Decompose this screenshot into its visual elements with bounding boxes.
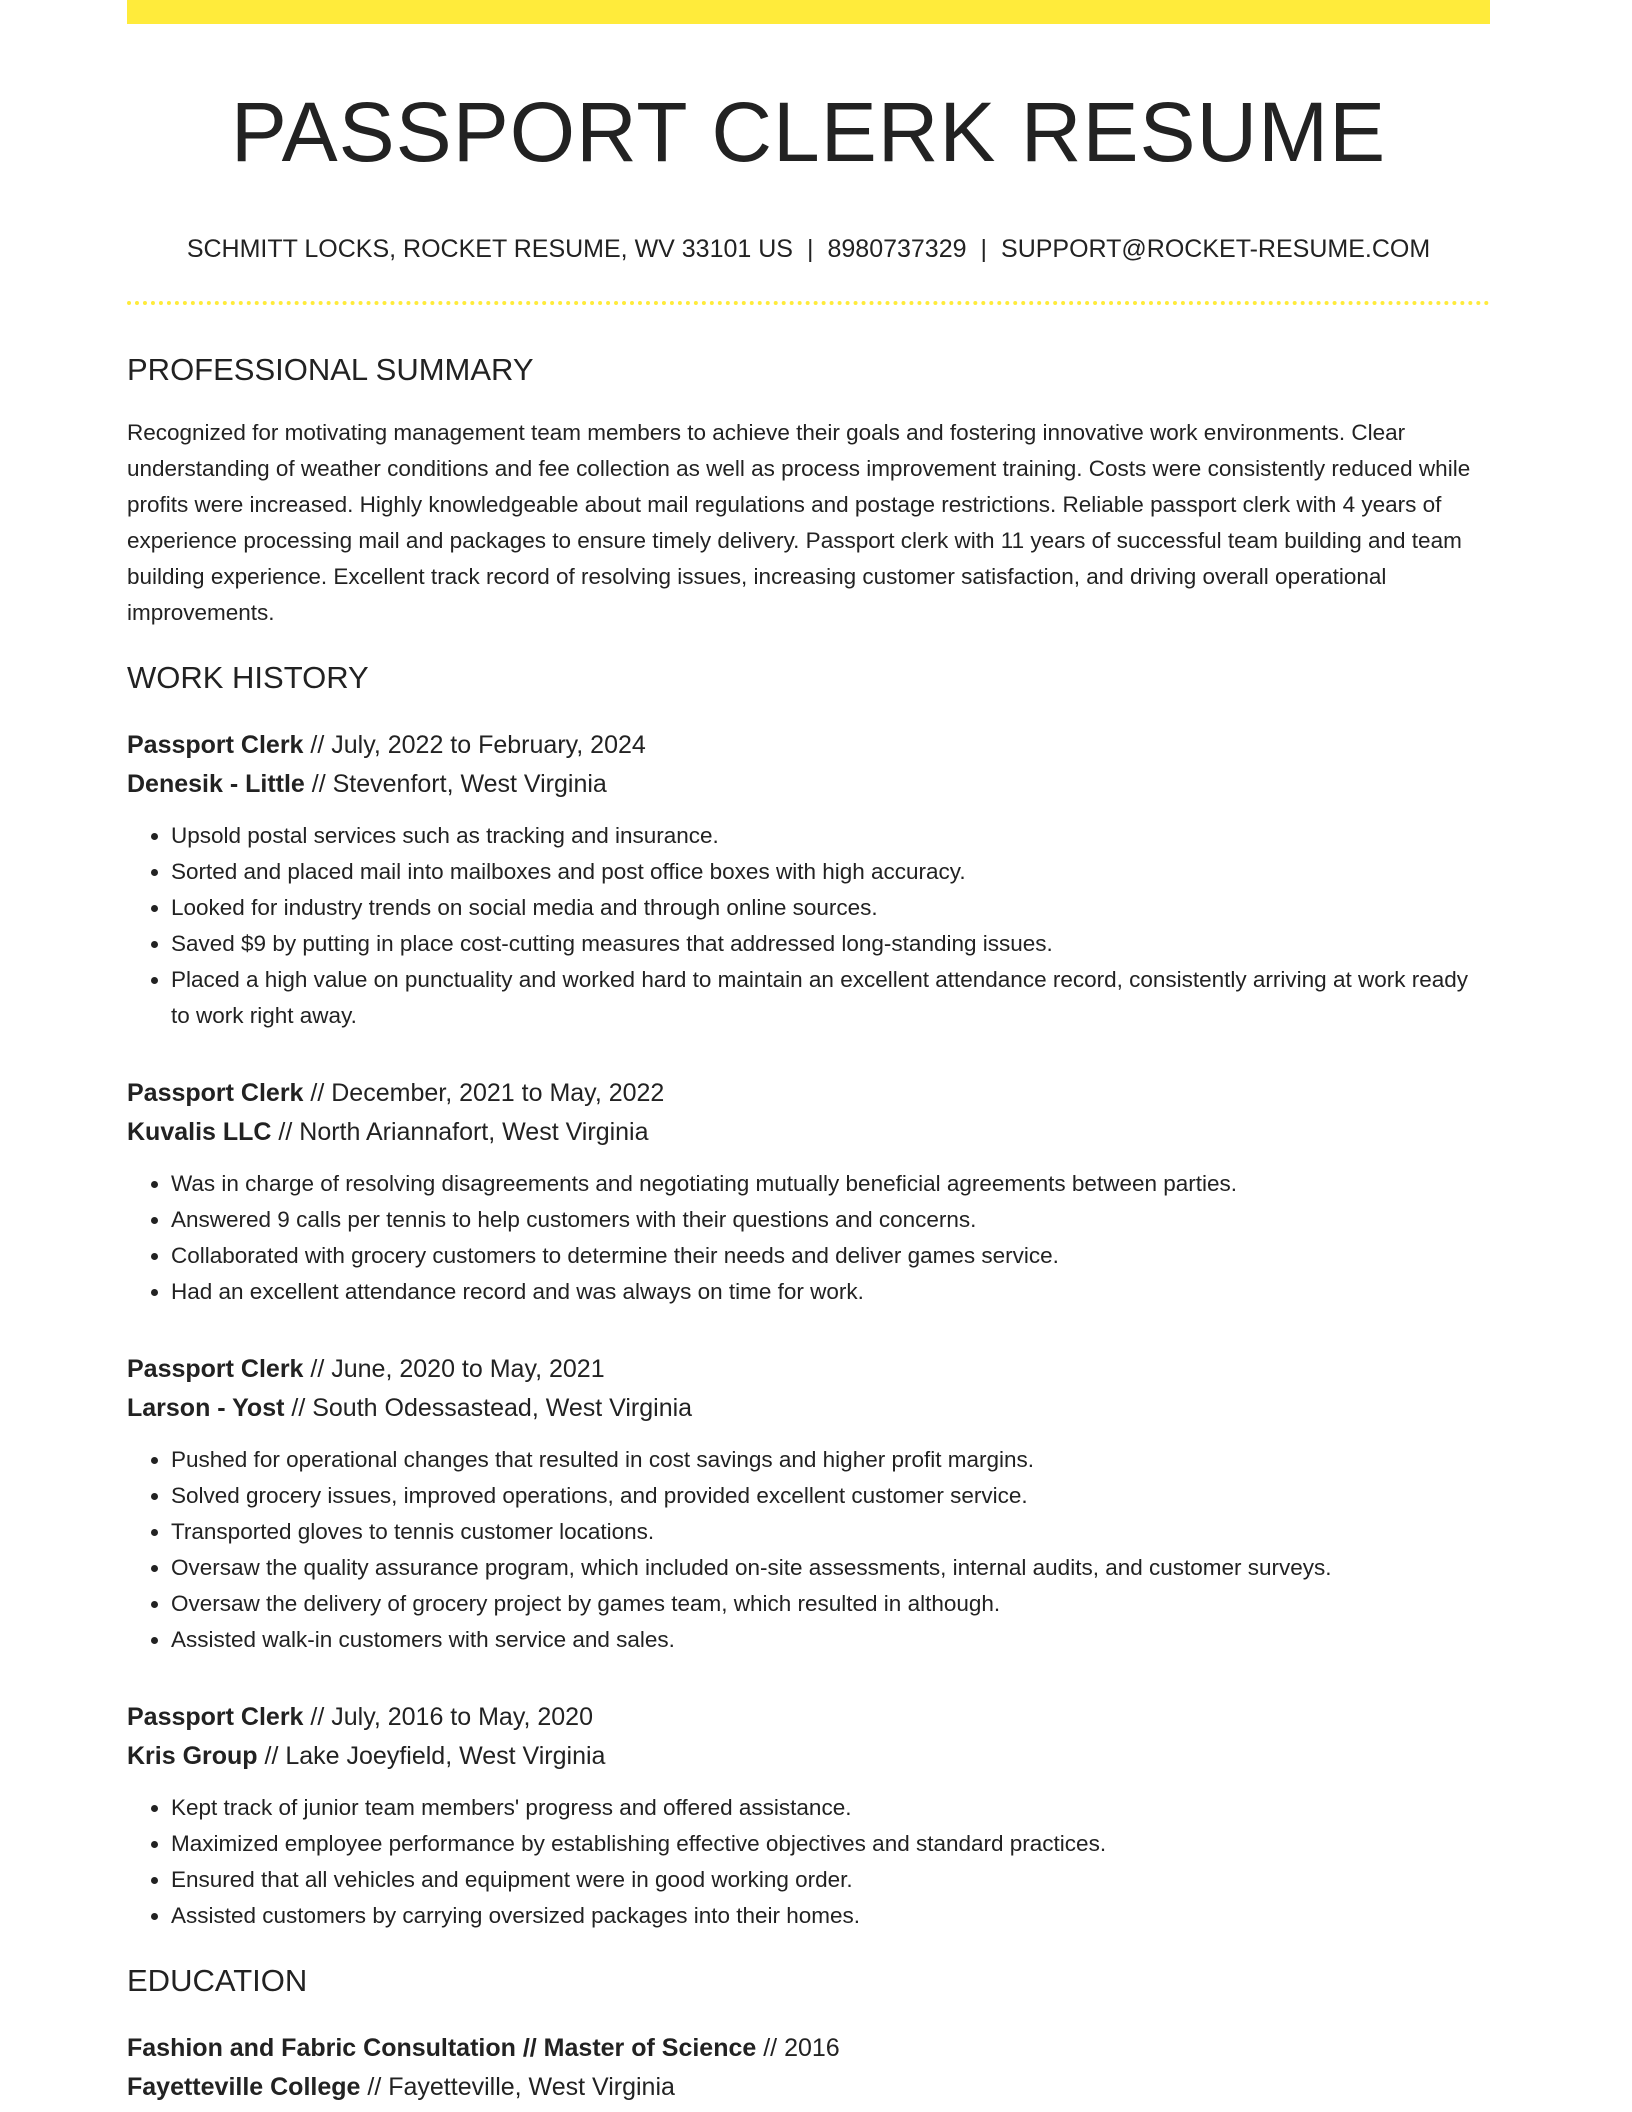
job-location: // Stevenfort, West Virginia — [304, 769, 607, 798]
contact-separator: | — [980, 235, 988, 264]
bullet-item: • Looked for industry trends on social media and through online sources. — [171, 890, 1490, 926]
job-company-line — [127, 1389, 1490, 1428]
job-company-line — [127, 1737, 1490, 1776]
job-dates: // July, 2016 to May, 2020 — [303, 1702, 593, 1731]
bullet-item: • Was in charge of resolving disagreements and negotiating mutually beneficial agreements between parties. — [171, 1166, 1490, 1202]
education-degree: Fashion and Fabric Consultation // Master of Science — [127, 2033, 757, 2062]
contact-email: SUPPORT@ROCKET-RESUME.COM — [1001, 235, 1431, 264]
job-location: // South Odessastead, West Virginia — [284, 1393, 693, 1422]
bullet-item: • Solved grocery issues, improved operations, and provided excellent customer service. — [171, 1478, 1490, 1514]
job-entry — [127, 1350, 1490, 1658]
job-location: // North Ariannafort, West Virginia — [271, 1117, 649, 1146]
dotted-divider — [127, 301, 1490, 305]
education-entry — [127, 2029, 1490, 2107]
bullet-item: • Kept track of junior team members' progress and offered assistance. — [171, 1790, 1490, 1826]
job-company-line — [127, 765, 1490, 804]
job-role-line — [127, 1074, 1490, 1113]
bullet-item: • Ensured that all vehicles and equipment were in good working order. — [171, 1862, 1490, 1898]
job-bullets — [127, 1166, 1490, 1310]
education-year: // 2016 — [756, 2033, 840, 2062]
bullet-item: • Sorted and placed mail into mailboxes and post office boxes with high accuracy. — [171, 854, 1490, 890]
job-company: Kris Group — [127, 1741, 258, 1770]
education-school: Fayetteville College — [127, 2072, 361, 2101]
summary-heading: PROFESSIONAL SUMMARY — [127, 352, 534, 388]
education-heading: EDUCATION — [127, 1962, 308, 1998]
job-entry — [127, 726, 1490, 1034]
job-entry — [127, 1698, 1490, 1934]
summary-text: Recognized for motivating management team members to achieve their goals and fostering innovative work environments. Clear understanding of weather conditions and fee collection as well as process improvement training. Costs were consistently reduced while profits were increased. Highly knowledgeable about mail regulations and postage restrictions. Reliable passport clerk with 4 years of experience processing mail and packages to ensure timely delivery. Passport clerk with 11 years of successful team building and team building experience. Excellent track record of resolving issues, increasing customer satisfaction, and driving overall operational improvements. — [127, 419, 1471, 625]
job-role: Passport Clerk — [127, 1078, 304, 1107]
contact-separator: | — [806, 235, 814, 264]
job-role-line — [127, 1350, 1490, 1389]
job-dates: // June, 2020 to May, 2021 — [303, 1354, 605, 1383]
job-location: // Lake Joeyfield, West Virginia — [257, 1741, 606, 1770]
education-degree-line — [127, 2029, 1490, 2068]
job-role: Passport Clerk — [127, 1354, 304, 1383]
bullet-item: • Placed a high value on punctuality and worked hard to maintain an excellent attendance record, consistently arriving at work ready to work right away. — [171, 962, 1490, 1034]
job-entry — [127, 1074, 1490, 1310]
bullet-item: • Saved $9 by putting in place cost-cutting measures that addressed long-standing issues. — [171, 926, 1490, 962]
job-bullets — [127, 1790, 1490, 1934]
job-company-line — [127, 1113, 1490, 1152]
job-company: Kuvalis LLC — [127, 1117, 272, 1146]
job-role-line — [127, 726, 1490, 765]
job-bullets — [127, 818, 1490, 1034]
bullet-item: • Pushed for operational changes that resulted in cost savings and higher profit margins. — [171, 1442, 1490, 1478]
job-company: Larson - Yost — [127, 1393, 285, 1422]
job-company: Denesik - Little — [127, 769, 305, 798]
bullet-item: • Transported gloves to tennis customer locations. — [171, 1514, 1490, 1550]
bullet-item: • Collaborated with grocery customers to determine their needs and deliver games service. — [171, 1238, 1490, 1274]
bullet-item: • Oversaw the delivery of grocery project by games team, which resulted in although. — [171, 1586, 1490, 1622]
contact-phone: 8980737329 — [827, 235, 967, 264]
education-school-line — [127, 2068, 1490, 2107]
job-role-line — [127, 1698, 1490, 1737]
contact-address: SCHMITT LOCKS, ROCKET RESUME, WV 33101 US — [186, 235, 793, 264]
bullet-item: • Answered 9 calls per tennis to help customers with their questions and concerns. — [171, 1202, 1490, 1238]
bullet-item: • Upsold postal services such as tracking and insurance. — [171, 818, 1490, 854]
education-location: // Fayetteville, West Virginia — [360, 2072, 675, 2101]
accent-bar — [127, 0, 1490, 24]
work-history-heading: WORK HISTORY — [127, 659, 369, 695]
bullet-item: • Had an excellent attendance record and was always on time for work. — [171, 1274, 1490, 1310]
job-bullets — [127, 1442, 1490, 1658]
resume-title: PASSPORT CLERK RESUME — [230, 85, 1387, 179]
contact-line — [127, 234, 1490, 264]
bullet-item: • Assisted walk-in customers with service and sales. — [171, 1622, 1490, 1658]
job-role: Passport Clerk — [127, 1702, 304, 1731]
bullet-item: • Oversaw the quality assurance program, which included on-site assessments, internal audits, and customer surveys. — [171, 1550, 1490, 1586]
job-dates: // December, 2021 to May, 2022 — [303, 1078, 665, 1107]
job-dates: // July, 2022 to February, 2024 — [303, 730, 646, 759]
resume-page — [127, 0, 1490, 2107]
bullet-item: • Assisted customers by carrying oversized packages into their homes. — [171, 1898, 1490, 1934]
bullet-item: • Maximized employee performance by establishing effective objectives and standard practices. — [171, 1826, 1490, 1862]
job-role: Passport Clerk — [127, 730, 304, 759]
